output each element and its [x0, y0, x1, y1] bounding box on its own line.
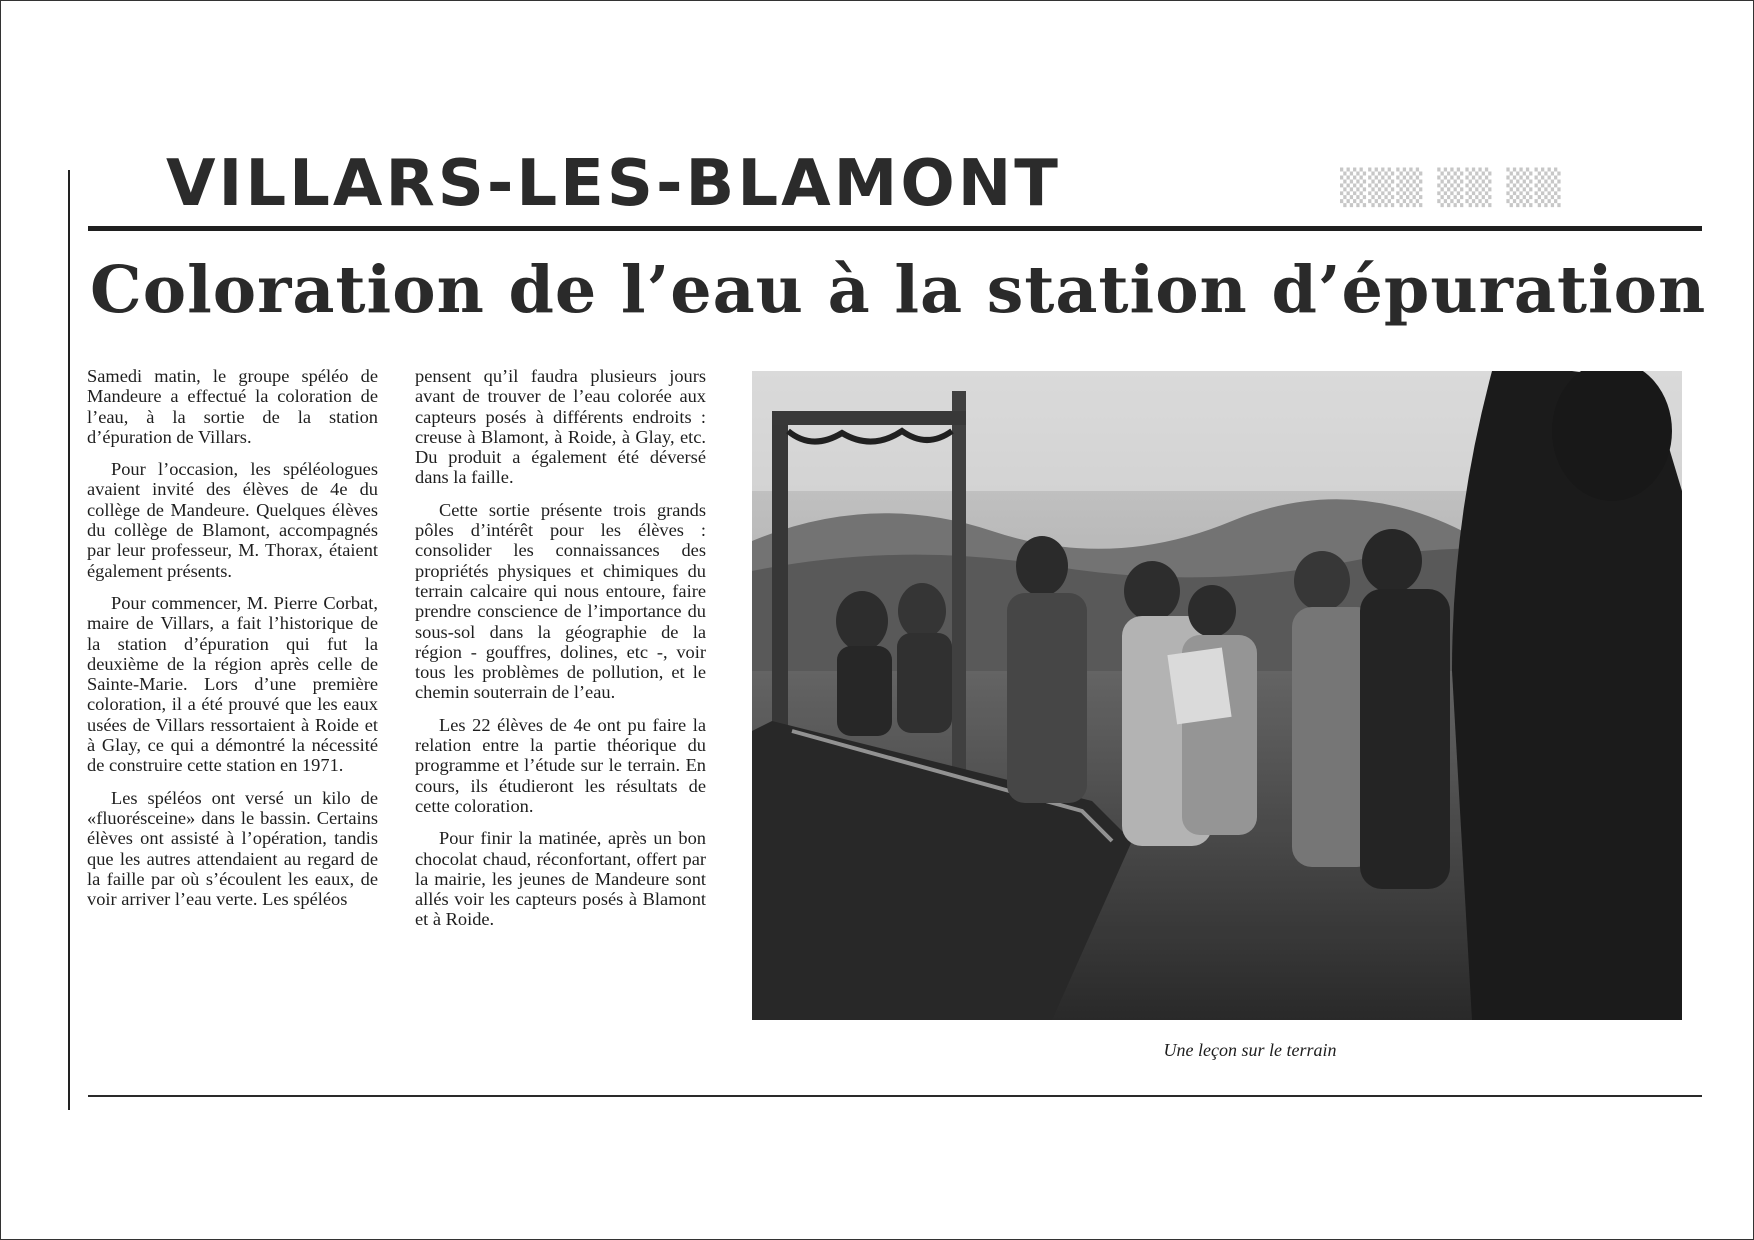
paragraph: pensent qu’il faudra plusieurs jours avant de trouver de l’eau colorée aux capteurs posés à différents endroits : creuse à Blamont, à Roide, à Glay, etc. Du produit a également été déversé dans la faille.: [415, 366, 706, 488]
left-margin-rule: [68, 170, 70, 1110]
article-column-2: [415, 366, 706, 942]
bottom-rule: [88, 1095, 1702, 1097]
heading-rule: [88, 226, 1702, 231]
paragraph: Les 22 élèves de 4e ont pu faire la relation entre la partie théorique du programme et l’étude sur le terrain. En cours, ils étudieront les résultats de cette coloration.: [415, 714, 706, 816]
paragraph: Les spéléos ont versé un kilo de «fluorésceine» dans le bassin. Certains élèves ont assisté à l’opération, tandis que les autres attendaient au regard de la faille par où s’écoulent les eaux, de voir arriver l’eau verte. Les spéléos: [87, 787, 378, 910]
paragraph: Pour commencer, M. Pierre Corbat, maire de Villars, a fait l’historique de la station d’épuration qui fut la deuxième de la région après celle de Sainte-Marie. Lors d’une première coloration, il a été prouvé que les eaux usées de Villars ressortaient à Roide et à Glay, ce qui a démontré la nécessité de construire cette station en 1971.: [87, 592, 378, 776]
article-column-1: [87, 366, 378, 921]
town-heading: VILLARS-LES-BLAMONT: [166, 147, 1061, 221]
article-headline: Coloration de l’eau à la station d’épuration: [90, 252, 1707, 328]
bleed-through-masthead: ▒▒▒ ▒▒ ▒▒: [1340, 168, 1563, 208]
paragraph: Pour l’occasion, les spéléologues avaient invité des élèves de 4e du collège de Mandeure. Quelques élèves du collège de Blamont, accompagnés par leur professeur, M. Thorax, étaient également présents.: [87, 459, 378, 581]
paragraph: Cette sortie présente trois grands pôles d’intérêt pour les élèves : consolider les connaissances des propriétés physiques et chimiques du terrain calcaire qui nous entoure, faire prendre conscience de l’importance du sous-sol dans la géographie de la région - gouffres, dolines, etc -, voir tous les problèmes de pollution, et le chemin souterrain de l’eau.: [415, 499, 706, 703]
paragraph: Pour finir la matinée, après un bon chocolat chaud, réconfortant, offert par la mairie, les jeunes de Mandeure sont allés voir les capteurs posés à Blamont et à Roide.: [415, 828, 706, 930]
photo-caption: Une leçon sur le terrain: [1163, 1040, 1337, 1060]
article-photo: [752, 371, 1682, 1020]
paragraph: Samedi matin, le groupe spéléo de Mandeure a effectué la coloration de l’eau, à la sortie de la station d’épuration de Villars.: [87, 366, 378, 447]
photo-illustration: [752, 371, 1682, 1020]
